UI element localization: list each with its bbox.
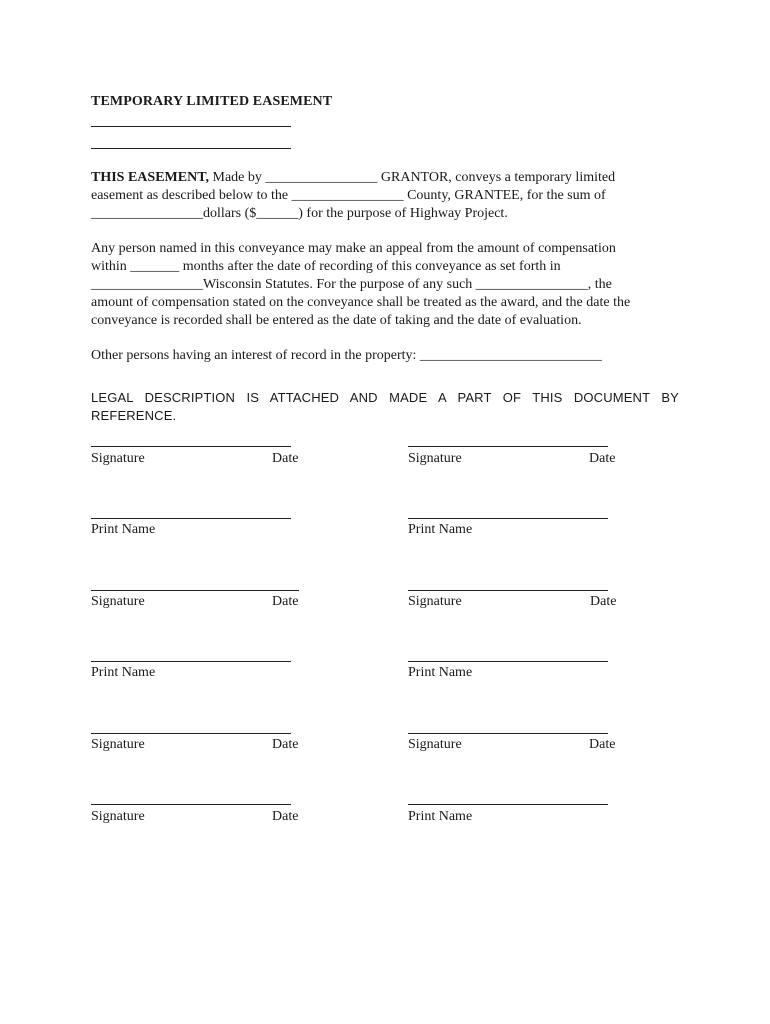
purpose-blank[interactable]: ________________	[475, 277, 588, 292]
paragraph2-line4: amount of compensation stated on the conveyance shall be treated as the award, and the date the	[91, 295, 631, 310]
date-label: Date	[272, 809, 299, 824]
date-label: Date	[589, 737, 616, 752]
paragraph1-text-f: ) for the purpose of Highway Project.	[298, 206, 508, 221]
date-label: Date	[272, 594, 299, 609]
document-title: TEMPORARY LIMITED EASEMENT	[91, 94, 333, 109]
print-name-label: Print Name	[408, 665, 473, 680]
paragraph2-text-d: , the	[587, 277, 612, 292]
paragraph2-line2	[91, 258, 679, 276]
date-label: Date	[272, 451, 299, 466]
date-label: Date	[589, 451, 616, 466]
paragraph1-text-b: GRANTOR, conveys a temporary limited	[380, 170, 616, 185]
print-name-label: Print Name	[408, 522, 473, 537]
grantor-blank[interactable]: ________________	[265, 170, 378, 185]
print-name-label: Print Name	[408, 809, 473, 824]
print-name-line-right-3[interactable]	[408, 804, 608, 805]
signature-label: Signature	[91, 594, 145, 609]
other-persons-line	[91, 347, 679, 365]
easement-paragraph	[91, 169, 679, 223]
signature-label: Signature	[91, 809, 145, 824]
signature-line-left-2[interactable]	[91, 590, 299, 591]
paragraph1-text-d: County, GRANTEE, for the sum of	[407, 188, 606, 203]
legal-description: LEGAL DESCRIPTION IS ATTACHED AND MADE A PART OF THIS DOCUMENT BY REFERENCE.	[91, 390, 679, 423]
print-name-line-left-1[interactable]	[91, 518, 291, 519]
signature-label: Signature	[408, 451, 462, 466]
print-name-line-left-2[interactable]	[91, 661, 291, 662]
signature-label: Signature	[91, 737, 145, 752]
paragraph1-line1	[91, 169, 679, 187]
paragraph2-text-a: within	[91, 259, 127, 274]
paragraph1-text-c: easement as described below to the	[91, 188, 289, 203]
paragraph2-text-c: Wisconsin Statutes. For the purpose of any such	[203, 277, 473, 292]
signature-line-right-1[interactable]	[408, 446, 608, 447]
months-blank[interactable]: _______	[130, 259, 180, 274]
paragraph1-text-a: Made by	[212, 170, 262, 185]
paragraph1-text-e: dollars ($	[203, 206, 257, 221]
header-blank-line-1[interactable]	[91, 126, 291, 127]
sum-words-blank[interactable]: ________________	[91, 206, 203, 221]
print-name-label: Print Name	[91, 522, 156, 537]
date-label: Date	[590, 594, 617, 609]
paragraph2-line5: conveyance is recorded shall be entered as the date of taking and the date of evaluation.	[91, 313, 582, 328]
other-persons-label: Other persons having an interest of record in the property:	[91, 348, 417, 363]
print-name-line-right-1[interactable]	[408, 518, 608, 519]
signature-line-left-3[interactable]	[91, 733, 291, 734]
easement-lead: THIS EASEMENT,	[91, 170, 209, 185]
signature-line-left-1[interactable]	[91, 446, 291, 447]
paragraph2-line3	[91, 276, 679, 294]
paragraph2-text-b: months after the date of recording of this conveyance as set forth in	[182, 259, 561, 274]
paragraph1-line2	[91, 187, 679, 205]
other-persons-blank[interactable]: __________________________	[419, 348, 602, 363]
signature-line-right-3[interactable]	[408, 733, 608, 734]
county-blank[interactable]: ________________	[291, 188, 404, 203]
paragraph2-line1: Any person named in this conveyance may make an appeal from the amount of compensation	[91, 241, 616, 256]
signature-line-left-4[interactable]	[91, 804, 291, 805]
signature-label: Signature	[408, 594, 462, 609]
header-blank-line-2[interactable]	[91, 148, 291, 149]
date-label: Date	[272, 737, 299, 752]
sum-amount-blank[interactable]: ______	[256, 206, 299, 221]
print-name-line-right-2[interactable]	[408, 661, 608, 662]
paragraph1-line3	[91, 205, 679, 223]
signature-label: Signature	[408, 737, 462, 752]
signature-line-right-2[interactable]	[408, 590, 608, 591]
print-name-label: Print Name	[91, 665, 156, 680]
statute-blank[interactable]: ________________	[91, 277, 203, 292]
appeal-paragraph	[91, 240, 679, 330]
signature-label: Signature	[91, 451, 145, 466]
